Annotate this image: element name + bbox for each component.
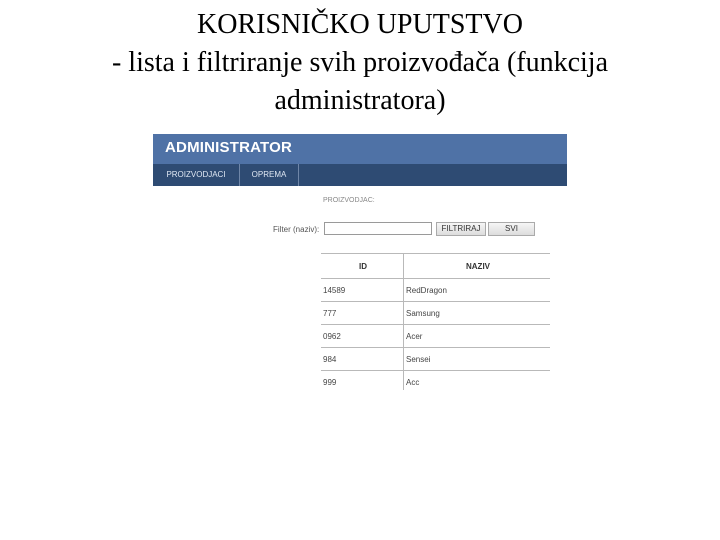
slide-title-line-1: KORISNIČKO UPUTSTVO <box>197 9 523 40</box>
cell-id: 777 <box>321 302 404 325</box>
column-header-id: ID <box>321 254 404 279</box>
cell-id: 0962 <box>321 325 404 348</box>
menu-item-oprema[interactable]: OPREMA <box>240 164 299 186</box>
admin-screenshot <box>153 134 567 390</box>
slide-title-line-3: administratora) <box>274 85 446 116</box>
cell-naziv: Samsung <box>404 302 551 325</box>
cell-naziv: RedDragon <box>404 279 551 302</box>
manufacturers-table <box>321 253 550 390</box>
app-header <box>153 134 567 164</box>
cell-id: 984 <box>321 348 404 371</box>
main-menu <box>153 164 567 186</box>
table-row[interactable] <box>321 325 550 348</box>
slide-title <box>0 6 720 120</box>
section-label: PROIZVODJAC: <box>323 197 375 204</box>
cell-naziv: Acc <box>404 371 551 391</box>
filter-input[interactable] <box>324 222 432 235</box>
table-row[interactable] <box>321 302 550 325</box>
cell-id: 14589 <box>321 279 404 302</box>
table-header-row <box>321 254 550 279</box>
show-all-button[interactable]: SVI <box>488 222 535 236</box>
filter-button[interactable]: FILTRIRAJ <box>436 222 486 236</box>
column-header-naziv: NAZIV <box>404 254 551 279</box>
filter-label: Filter (naziv): <box>273 225 320 234</box>
menu-item-proizvodjaci[interactable]: PROIZVODJACI <box>153 164 240 186</box>
cell-naziv: Sensei <box>404 348 551 371</box>
table-row[interactable] <box>321 348 550 371</box>
app-brand: ADMINISTRATOR <box>165 139 293 156</box>
cell-id: 999 <box>321 371 404 391</box>
cell-naziv: Acer <box>404 325 551 348</box>
slide-title-line-2: - lista i filtriranje svih proizvođača (funkcija <box>111 47 609 78</box>
table-row[interactable] <box>321 371 550 391</box>
table-row[interactable] <box>321 279 550 302</box>
